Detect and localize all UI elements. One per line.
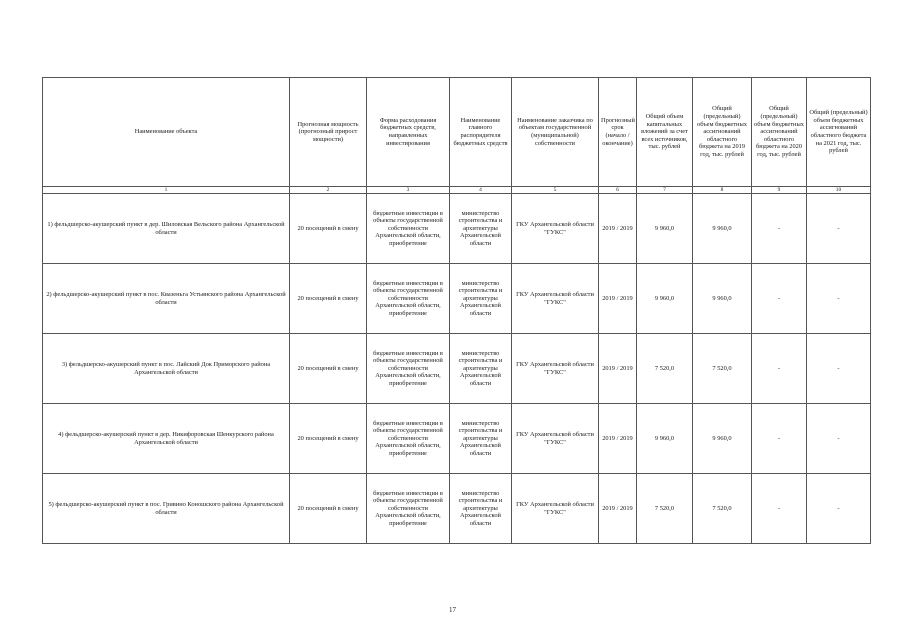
header-total-investment: Общий объем капитальных вложений за счет всех источников, тыс. рублей bbox=[637, 78, 693, 187]
column-number-row bbox=[43, 187, 871, 194]
budget-2020-cell: - bbox=[752, 474, 807, 544]
header-budget-2021: Общий (предельный) объем бюджетных ассигнований областного бюджета на 2021 год, тыс. рублей bbox=[807, 78, 871, 187]
column-number: 7 bbox=[637, 187, 693, 194]
budget-2020-cell: - bbox=[752, 194, 807, 264]
column-number: 6 bbox=[599, 187, 637, 194]
budget-2021-cell: - bbox=[807, 404, 871, 474]
funding-form-cell: бюджетные инвестиции в объекты государственной собственности Архангельской области, приобретение bbox=[367, 404, 450, 474]
funding-form-cell: бюджетные инвестиции в объекты государственной собственности Архангельской области, приобретение bbox=[367, 474, 450, 544]
header-customer: Наименование заказчика по объектам государственной (муниципальной) собственности bbox=[512, 78, 599, 187]
header-object-name: Наименование объекта bbox=[43, 78, 290, 187]
period-cell: 2019 / 2019 bbox=[599, 474, 637, 544]
total-investment-cell: 7 520,0 bbox=[637, 474, 693, 544]
header-period: Прогнозный срок (начало / окончание) bbox=[599, 78, 637, 187]
budget-2021-cell: - bbox=[807, 334, 871, 404]
budget-2019-cell: 7 520,0 bbox=[693, 474, 752, 544]
table-row bbox=[43, 404, 871, 474]
object-name-cell: 4) фельдшерско-акушерский пункт в дер. Никифоровская Шенкурского района Архангельской области bbox=[43, 404, 290, 474]
distributor-cell: министерство строительства и архитектуры Архангельской области bbox=[450, 404, 512, 474]
column-number: 5 bbox=[512, 187, 599, 194]
period-cell: 2019 / 2019 bbox=[599, 264, 637, 334]
capacity-cell: 20 посещений в смену bbox=[290, 334, 367, 404]
object-name-cell: 1) фельдшерско-акушерский пункт в дер. Шиловская Вельского района Архангельской области bbox=[43, 194, 290, 264]
table-row bbox=[43, 264, 871, 334]
distributor-cell: министерство строительства и архитектуры Архангельской области bbox=[450, 334, 512, 404]
period-cell: 2019 / 2019 bbox=[599, 404, 637, 474]
header-budget-distributor: Наименование главного распорядителя бюджетных средств bbox=[450, 78, 512, 187]
page-number: 17 bbox=[449, 606, 456, 614]
budget-2021-cell: - bbox=[807, 474, 871, 544]
budget-2020-cell: - bbox=[752, 264, 807, 334]
distributor-cell: министерство строительства и архитектуры Архангельской области bbox=[450, 194, 512, 264]
column-number: 8 bbox=[693, 187, 752, 194]
budget-2019-cell: 7 520,0 bbox=[693, 334, 752, 404]
total-investment-cell: 7 520,0 bbox=[637, 334, 693, 404]
column-number: 9 bbox=[752, 187, 807, 194]
header-budget-2019: Общий (предельный) объем бюджетных ассигнований областного бюджета на 2019 год, тыс. рублей bbox=[693, 78, 752, 187]
capacity-cell: 20 посещений в смену bbox=[290, 194, 367, 264]
object-name-cell: 5) фельдшерско-акушерский пункт в пос. Гривино Коношского района Архангельской области bbox=[43, 474, 290, 544]
capacity-cell: 20 посещений в смену bbox=[290, 404, 367, 474]
table-row bbox=[43, 474, 871, 544]
budget-2021-cell: - bbox=[807, 194, 871, 264]
object-name-cell: 2) фельдшерско-акушерский пункт в пос. Квазеньга Устьянского района Архангельской области bbox=[43, 264, 290, 334]
funding-form-cell: бюджетные инвестиции в объекты государственной собственности Архангельской области, приобретение bbox=[367, 264, 450, 334]
header-funding-form: Форма расходования бюджетных средств, направленных инвестирования bbox=[367, 78, 450, 187]
table-row bbox=[43, 194, 871, 264]
capacity-cell: 20 посещений в смену bbox=[290, 264, 367, 334]
period-cell: 2019 / 2019 bbox=[599, 334, 637, 404]
column-number: 10 bbox=[807, 187, 871, 194]
customer-cell: ГКУ Архангельской области "ГУКС" bbox=[512, 194, 599, 264]
header-row bbox=[43, 78, 871, 187]
funding-form-cell: бюджетные инвестиции в объекты государственной собственности Архангельской области, приобретение bbox=[367, 194, 450, 264]
table-row bbox=[43, 334, 871, 404]
budget-2019-cell: 9 960,0 bbox=[693, 264, 752, 334]
budget-2019-cell: 9 960,0 bbox=[693, 194, 752, 264]
column-number: 1 bbox=[43, 187, 290, 194]
total-investment-cell: 9 960,0 bbox=[637, 264, 693, 334]
customer-cell: ГКУ Архангельской области "ГУКС" bbox=[512, 264, 599, 334]
distributor-cell: министерство строительства и архитектуры Архангельской области bbox=[450, 474, 512, 544]
distributor-cell: министерство строительства и архитектуры Архангельской области bbox=[450, 264, 512, 334]
header-budget-2020: Общий (предельный) объем бюджетных ассигнований областного бюджета на 2020 год, тыс. рублей bbox=[752, 78, 807, 187]
period-cell: 2019 / 2019 bbox=[599, 194, 637, 264]
customer-cell: ГКУ Архангельской области "ГУКС" bbox=[512, 404, 599, 474]
total-investment-cell: 9 960,0 bbox=[637, 194, 693, 264]
budget-2020-cell: - bbox=[752, 404, 807, 474]
customer-cell: ГКУ Архангельской области "ГУКС" bbox=[512, 334, 599, 404]
budget-2021-cell: - bbox=[807, 264, 871, 334]
column-number: 3 bbox=[367, 187, 450, 194]
object-name-cell: 3) фельдшерско-акушерский пункт в пос. Лайский Док Приморского района Архангельской области bbox=[43, 334, 290, 404]
budget-2020-cell: - bbox=[752, 334, 807, 404]
column-number: 2 bbox=[290, 187, 367, 194]
column-number: 4 bbox=[450, 187, 512, 194]
investment-table bbox=[42, 77, 871, 544]
funding-form-cell: бюджетные инвестиции в объекты государственной собственности Архангельской области, приобретение bbox=[367, 334, 450, 404]
capacity-cell: 20 посещений в смену bbox=[290, 474, 367, 544]
header-capacity: Прогнозная мощность (прогнозный прирост мощности) bbox=[290, 78, 367, 187]
budget-2019-cell: 9 960,0 bbox=[693, 404, 752, 474]
customer-cell: ГКУ Архангельской области "ГУКС" bbox=[512, 474, 599, 544]
total-investment-cell: 9 960,0 bbox=[637, 404, 693, 474]
